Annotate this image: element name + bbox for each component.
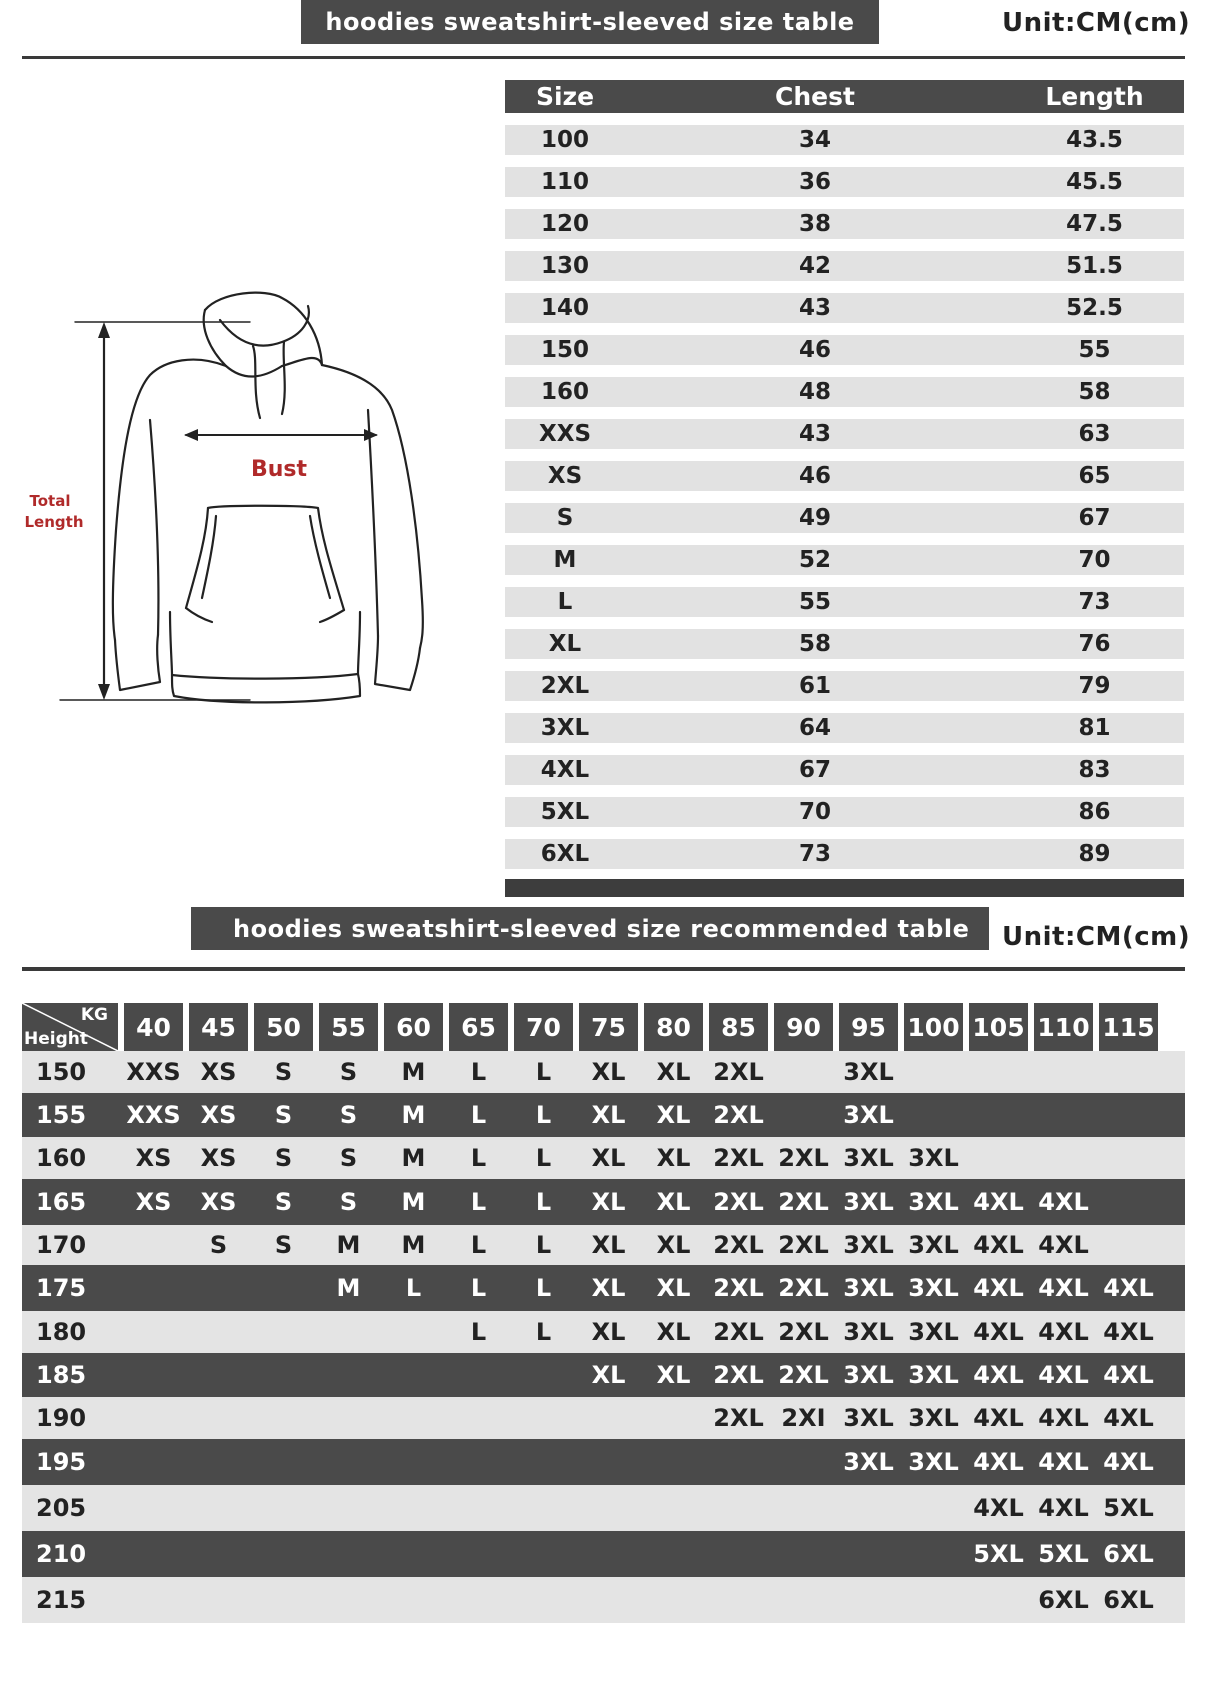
size-recommendation-cell: 2XL	[778, 1274, 829, 1302]
height-cell: 210	[36, 1540, 87, 1568]
total-length-label-line1: Total	[29, 492, 71, 510]
kg-header-cell: 105	[969, 1003, 1028, 1051]
height-cell: 155	[36, 1101, 87, 1129]
size-recommendation-cell: XL	[591, 1318, 626, 1346]
size-recommendation-cell: 4XL	[973, 1188, 1024, 1216]
size-cell: 110	[540, 169, 589, 195]
size-recommendation-cell: XS	[200, 1188, 237, 1216]
size-recommendation-cell: XL	[656, 1274, 691, 1302]
size-recommendation-cell: XL	[591, 1361, 626, 1389]
recommended-row	[22, 1265, 1185, 1311]
middle-divider	[22, 967, 1185, 971]
size-recommendation-cell: 3XL	[843, 1058, 894, 1086]
size-recommendation-cell: XL	[591, 1101, 626, 1129]
chest-cell: 38	[798, 211, 831, 237]
size-table-row	[505, 797, 1184, 827]
size-recommendation-cell: XS	[135, 1144, 172, 1172]
size-recommendation-cell: 4XL	[973, 1494, 1024, 1522]
hoodie-illustration	[20, 280, 470, 720]
size-recommendation-cell: 2XL	[713, 1274, 764, 1302]
size-recommendation-cell: L	[470, 1101, 487, 1129]
recommended-row	[22, 1397, 1185, 1439]
size-recommendation-cell: 3XL	[843, 1274, 894, 1302]
size-table-row	[505, 251, 1184, 281]
size-recommendation-cell: 6XL	[1038, 1586, 1089, 1614]
size-recommendation-cell: S	[209, 1231, 228, 1259]
size-recommendation-cell: XXS	[126, 1101, 181, 1129]
recommended-table-title: hoodies sweatshirt-sleeved size recommended table	[191, 907, 989, 950]
size-recommendation-cell: M	[401, 1058, 426, 1086]
chest-cell: 48	[798, 379, 831, 405]
length-cell: 89	[1078, 841, 1111, 867]
recommended-table	[22, 1003, 1185, 1623]
kg-header-cell: 110	[1034, 1003, 1093, 1051]
size-recommendation-cell: 3XL	[908, 1144, 959, 1172]
kg-header-cell: 65	[449, 1003, 508, 1051]
size-recommendation-cell: M	[401, 1144, 426, 1172]
size-recommendation-cell: XL	[656, 1231, 691, 1259]
size-recommendation-cell: L	[470, 1144, 487, 1172]
chest-cell: 49	[798, 505, 831, 531]
size-table-row	[505, 209, 1184, 239]
chest-cell: 43	[798, 421, 831, 447]
size-recommendation-cell: 3XL	[843, 1144, 894, 1172]
kg-header-cell: 85	[709, 1003, 768, 1051]
size-cell: 4XL	[540, 757, 590, 783]
chest-cell: 52	[798, 547, 831, 573]
size-recommendation-cell: 3XL	[908, 1318, 959, 1346]
kg-header-cell: 95	[839, 1003, 898, 1051]
recommended-row	[22, 1093, 1185, 1137]
size-recommendation-cell: 4XL	[973, 1274, 1024, 1302]
size-recommendation-cell: 4XL	[1038, 1231, 1089, 1259]
size-recommendation-cell: 3XL	[908, 1231, 959, 1259]
size-table-row	[505, 461, 1184, 491]
size-recommendation-cell: 3XL	[908, 1274, 959, 1302]
corner-cell	[22, 1003, 118, 1051]
size-recommendation-cell: 2XL	[713, 1231, 764, 1259]
corner-kg-label: KG	[80, 1005, 108, 1025]
recommended-row	[22, 1577, 1185, 1623]
chest-cell: 58	[798, 631, 831, 657]
size-recommendation-cell: L	[470, 1188, 487, 1216]
kg-header-cell: 45	[189, 1003, 248, 1051]
size-recommendation-cell: 2XL	[713, 1058, 764, 1086]
size-recommendation-cell: 3XL	[908, 1361, 959, 1389]
size-cell: 100	[540, 127, 589, 153]
size-recommendation-cell: 4XL	[1103, 1404, 1154, 1432]
length-cell: 51.5	[1066, 253, 1123, 279]
kg-header-cell: 80	[644, 1003, 703, 1051]
top-divider	[22, 56, 1185, 59]
size-recommendation-cell: 2XL	[713, 1144, 764, 1172]
size-recommendation-cell: 3XL	[843, 1404, 894, 1432]
size-table-footer-bar	[505, 879, 1184, 897]
length-cell: 45.5	[1066, 169, 1123, 195]
length-cell: 83	[1078, 757, 1111, 783]
size-recommendation-cell: L	[470, 1318, 487, 1346]
height-cell: 180	[36, 1318, 87, 1346]
chest-cell: 46	[798, 337, 831, 363]
kg-header-cell: 55	[319, 1003, 378, 1051]
recommended-table-unit: Unit:CM(cm)	[1002, 922, 1191, 952]
length-cell: 47.5	[1066, 211, 1123, 237]
size-table-row	[505, 293, 1184, 323]
size-recommendation-cell: M	[336, 1231, 361, 1259]
size-recommendation-cell: 3XL	[843, 1231, 894, 1259]
height-cell: 150	[36, 1058, 87, 1086]
kg-header-cell: 75	[579, 1003, 638, 1051]
size-recommendation-cell: XS	[200, 1101, 237, 1129]
size-recommendation-cell: XL	[591, 1144, 626, 1172]
recommended-row	[22, 1439, 1185, 1485]
size-recommendation-cell: 3XL	[843, 1188, 894, 1216]
size-cell: S	[556, 505, 574, 531]
kg-header-cell: 115	[1099, 1003, 1158, 1051]
size-recommendation-cell: 4XL	[1103, 1448, 1154, 1476]
recommended-row	[22, 1353, 1185, 1397]
corner-height-label: Height	[24, 1029, 88, 1049]
kg-header-cell: 70	[514, 1003, 573, 1051]
size-recommendation-cell: XL	[591, 1188, 626, 1216]
size-recommendation-cell: XS	[135, 1188, 172, 1216]
length-cell: 63	[1078, 421, 1111, 447]
size-recommendation-cell: L	[535, 1231, 552, 1259]
size-recommendation-cell: L	[470, 1231, 487, 1259]
recommended-row	[22, 1179, 1185, 1225]
size-recommendation-cell: S	[339, 1188, 358, 1216]
chest-cell: 46	[798, 463, 831, 489]
size-recommendation-cell: 2XL	[713, 1188, 764, 1216]
recommended-row	[22, 1051, 1185, 1093]
length-cell: 58	[1078, 379, 1111, 405]
size-cell: 160	[540, 379, 589, 405]
recommended-row	[22, 1531, 1185, 1577]
size-cell: XL	[548, 631, 582, 657]
size-recommendation-cell: 4XL	[1038, 1361, 1089, 1389]
size-recommendation-cell: XL	[656, 1318, 691, 1346]
header-chest: Chest	[775, 82, 855, 111]
size-table-row	[505, 545, 1184, 575]
size-recommendation-cell: S	[274, 1058, 293, 1086]
size-recommendation-cell: M	[401, 1231, 426, 1259]
size-recommendation-cell: M	[336, 1274, 361, 1302]
size-recommendation-cell: 3XL	[843, 1318, 894, 1346]
kg-header-cell: 60	[384, 1003, 443, 1051]
size-recommendation-cell: S	[339, 1144, 358, 1172]
size-recommendation-cell: 3XL	[908, 1404, 959, 1432]
size-recommendation-cell: 3XL	[908, 1448, 959, 1476]
size-recommendation-cell: XL	[656, 1361, 691, 1389]
chest-cell: 70	[798, 799, 831, 825]
size-recommendation-cell: XL	[591, 1058, 626, 1086]
size-cell: L	[557, 589, 573, 615]
size-recommendation-cell: 2XL	[713, 1101, 764, 1129]
size-recommendation-cell: 2XL	[713, 1361, 764, 1389]
length-cell: 86	[1078, 799, 1111, 825]
length-cell: 55	[1078, 337, 1111, 363]
size-recommendation-cell: XXS	[126, 1058, 181, 1086]
length-cell: 65	[1078, 463, 1111, 489]
length-cell: 43.5	[1066, 127, 1123, 153]
size-cell: 140	[540, 295, 589, 321]
size-recommendation-cell: 2XL	[778, 1231, 829, 1259]
size-recommendation-cell: L	[535, 1101, 552, 1129]
size-table	[505, 80, 1184, 869]
size-recommendation-cell: 4XL	[1103, 1361, 1154, 1389]
size-recommendation-cell: 4XL	[973, 1361, 1024, 1389]
chest-cell: 64	[798, 715, 831, 741]
size-table-row	[505, 419, 1184, 449]
chest-cell: 61	[798, 673, 831, 699]
size-recommendation-cell: 4XL	[1038, 1188, 1089, 1216]
size-recommendation-cell: S	[274, 1101, 293, 1129]
size-recommendation-cell: 2XL	[778, 1318, 829, 1346]
size-recommendation-cell: M	[401, 1101, 426, 1129]
size-recommendation-cell: 5XL	[1103, 1494, 1154, 1522]
size-recommendation-cell: L	[535, 1144, 552, 1172]
size-table-row	[505, 167, 1184, 197]
recommended-row	[22, 1311, 1185, 1353]
length-cell: 70	[1078, 547, 1111, 573]
size-table-row	[505, 629, 1184, 659]
size-table-row	[505, 503, 1184, 533]
chest-cell: 73	[798, 841, 831, 867]
size-recommendation-cell: L	[470, 1058, 487, 1086]
size-recommendation-cell: L	[535, 1058, 552, 1086]
length-cell: 81	[1078, 715, 1111, 741]
size-recommendation-cell: S	[274, 1144, 293, 1172]
chest-cell: 55	[798, 589, 831, 615]
size-recommendation-cell: 6XL	[1103, 1586, 1154, 1614]
chest-cell: 34	[798, 127, 831, 153]
size-recommendation-cell: 3XL	[843, 1361, 894, 1389]
size-recommendation-cell: XS	[200, 1144, 237, 1172]
size-recommendation-cell: 4XL	[1103, 1274, 1154, 1302]
size-recommendation-cell: XS	[200, 1058, 237, 1086]
chest-cell: 43	[798, 295, 831, 321]
size-recommendation-cell: 5XL	[1038, 1540, 1089, 1568]
size-cell: XS	[547, 463, 583, 489]
size-recommendation-cell: 2XL	[713, 1318, 764, 1346]
size-table-row	[505, 713, 1184, 743]
recommended-row	[22, 1225, 1185, 1265]
total-length-label-line2: Length	[24, 513, 84, 531]
kg-header-cell: 50	[254, 1003, 313, 1051]
size-recommendation-cell: 4XL	[973, 1404, 1024, 1432]
height-cell: 160	[36, 1144, 87, 1172]
size-recommendation-cell: 2XL	[778, 1188, 829, 1216]
size-table-row	[505, 125, 1184, 155]
size-recommendation-cell: L	[470, 1274, 487, 1302]
size-recommendation-cell: 4XL	[973, 1448, 1024, 1476]
size-cell: 120	[540, 211, 589, 237]
size-table-row	[505, 671, 1184, 701]
size-table-header	[505, 80, 1184, 113]
size-recommendation-cell: S	[339, 1058, 358, 1086]
size-recommendation-cell: 2XI	[781, 1404, 826, 1432]
size-cell: 6XL	[540, 841, 590, 867]
size-recommendation-cell: 3XL	[843, 1448, 894, 1476]
size-cell: XXS	[538, 421, 592, 447]
size-table-row	[505, 377, 1184, 407]
length-cell: 52.5	[1066, 295, 1123, 321]
size-recommendation-cell: S	[274, 1188, 293, 1216]
size-recommendation-cell: S	[274, 1231, 293, 1259]
height-cell: 185	[36, 1361, 87, 1389]
size-recommendation-cell: 2XL	[778, 1144, 829, 1172]
size-recommendation-cell: 4XL	[1038, 1404, 1089, 1432]
height-cell: 215	[36, 1586, 87, 1614]
size-recommendation-cell: L	[535, 1318, 552, 1346]
size-cell: 3XL	[540, 715, 590, 741]
header-length: Length	[1045, 82, 1144, 111]
kg-header-cell: 40	[124, 1003, 183, 1051]
size-recommendation-cell: M	[401, 1188, 426, 1216]
size-recommendation-cell: 4XL	[1038, 1318, 1089, 1346]
size-table-row	[505, 839, 1184, 869]
kg-header-cell: 90	[774, 1003, 833, 1051]
size-recommendation-cell: 6XL	[1103, 1540, 1154, 1568]
size-table-row	[505, 755, 1184, 785]
header-size: Size	[535, 82, 595, 111]
size-recommendation-cell: 4XL	[973, 1318, 1024, 1346]
height-cell: 165	[36, 1188, 87, 1216]
size-recommendation-cell: 2XL	[713, 1404, 764, 1432]
size-table-unit: Unit:CM(cm)	[1002, 8, 1191, 38]
chest-cell: 36	[798, 169, 831, 195]
size-recommendation-cell: 4XL	[1038, 1274, 1089, 1302]
height-cell: 195	[36, 1448, 87, 1476]
length-cell: 73	[1078, 589, 1111, 615]
size-recommendation-cell: XL	[591, 1231, 626, 1259]
size-table-title: hoodies sweatshirt-sleeved size table	[301, 0, 879, 44]
size-recommendation-cell: 4XL	[1038, 1448, 1089, 1476]
size-cell: 5XL	[540, 799, 590, 825]
size-cell: M	[553, 547, 577, 573]
size-recommendation-cell: XL	[591, 1274, 626, 1302]
size-recommendation-cell: 4XL	[1038, 1494, 1089, 1522]
size-recommendation-cell: S	[339, 1101, 358, 1129]
size-cell: 150	[540, 337, 589, 363]
size-recommendation-cell: L	[405, 1274, 422, 1302]
size-recommendation-cell: XL	[656, 1101, 691, 1129]
length-cell: 76	[1078, 631, 1111, 657]
height-cell: 205	[36, 1494, 87, 1522]
size-cell: 130	[540, 253, 589, 279]
size-recommendation-cell: 2XL	[778, 1361, 829, 1389]
size-recommendation-cell: XL	[656, 1144, 691, 1172]
size-cell: 2XL	[540, 673, 590, 699]
size-recommendation-cell: 3XL	[843, 1101, 894, 1129]
size-recommendation-cell: XL	[656, 1058, 691, 1086]
size-table-row	[505, 587, 1184, 617]
size-recommendation-cell: XL	[656, 1188, 691, 1216]
recommended-row	[22, 1485, 1185, 1531]
size-recommendation-cell: L	[535, 1274, 552, 1302]
size-table-row	[505, 335, 1184, 365]
chest-cell: 42	[798, 253, 831, 279]
height-cell: 170	[36, 1231, 87, 1259]
size-recommendation-cell: L	[535, 1188, 552, 1216]
height-cell: 175	[36, 1274, 87, 1302]
size-recommendation-cell: 5XL	[973, 1540, 1024, 1568]
kg-header-cell: 100	[904, 1003, 963, 1051]
size-recommendation-cell: 3XL	[908, 1188, 959, 1216]
size-recommendation-cell: 4XL	[973, 1231, 1024, 1259]
length-cell: 67	[1078, 505, 1111, 531]
recommended-row	[22, 1137, 1185, 1179]
length-cell: 79	[1078, 673, 1111, 699]
height-cell: 190	[36, 1404, 87, 1432]
size-recommendation-cell: 4XL	[1103, 1318, 1154, 1346]
chest-cell: 67	[798, 757, 831, 783]
recommended-table-header	[22, 1003, 1185, 1051]
bust-label: Bust	[250, 457, 308, 482]
